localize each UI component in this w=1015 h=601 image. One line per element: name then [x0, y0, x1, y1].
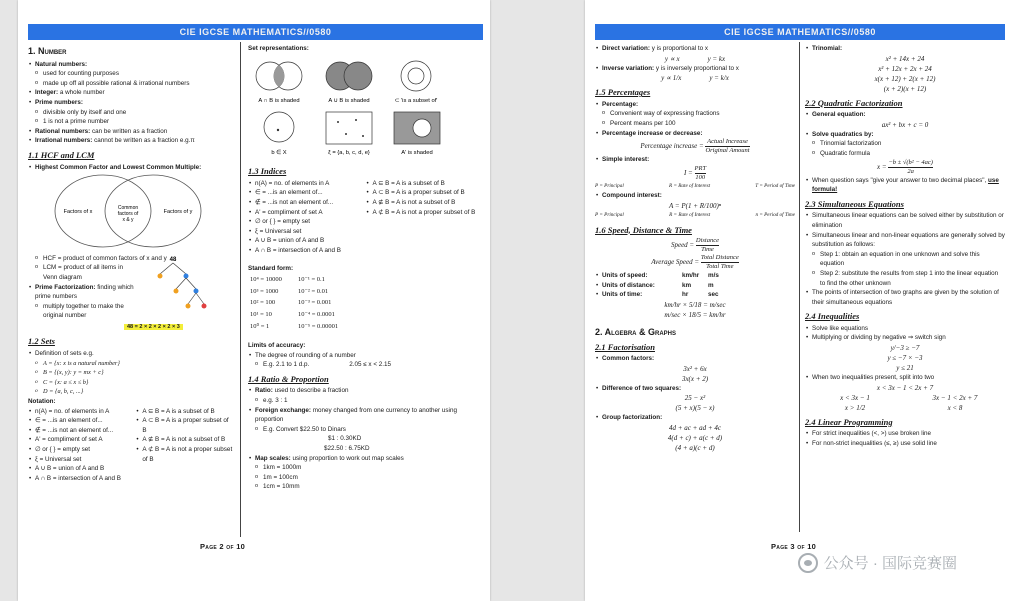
conversion-eq-1: km/hr × 5/18 = m/sec [664, 300, 726, 309]
equation: (4 + a)(c + d) [675, 443, 715, 452]
list-item: • Irrational numbers: cannot be written as a fraction e.g.π [28, 136, 233, 146]
page-footer: Page 2 of 10 [200, 542, 246, 551]
list-item: • Ratio: used to describe a fraction [248, 386, 483, 396]
list-item: o D = {a, b, c, ...} [28, 387, 233, 397]
list-item: • A ⊄ B = A is not a proper subset of B [366, 208, 484, 218]
compound-interest-legend: P = Principal R = Rate of Interest n = Period of Time [595, 211, 795, 218]
list-item: • A' = compliment of set A [28, 435, 135, 445]
list-item: o 1 is not a prime number [28, 117, 233, 127]
equation: x² + 14x + 24 [885, 54, 925, 63]
table-cell: 10⁻³ = 0.001 [297, 299, 332, 307]
list-item: • ∉ = ...is not an element of... [28, 426, 135, 436]
list-item: o LCM = product of all items in Venn diagram [28, 263, 138, 282]
list-item: $22.50 : 6.75KD [324, 445, 370, 453]
list-item: o made up off all possible rational & irrational numbers [28, 79, 233, 89]
section-title-quadratic: 2.2 Quadratic Factorization [805, 97, 903, 108]
list-item: o 1cm = 10mm [248, 482, 483, 492]
list-item: • A ⊆ B = A is a subset of B [135, 407, 233, 417]
conversion-eq-2: m/sec × 18/5 = km/hr [664, 310, 726, 319]
list-item: • Foreign exchange: money changed from one currency to another using proportion [248, 406, 483, 425]
equation: y ≤ 21 [896, 364, 914, 373]
general-equation: ax² + bx + c = 0 [881, 120, 929, 129]
list-item: • Units of distance: km m [595, 281, 795, 291]
list-item: o E.g. 2.1 to 1 d.p. 2.05 ≤ x < 2.15 [248, 360, 483, 370]
list-item: • General equation: [805, 110, 1005, 120]
list-item: • Simple interest: [595, 155, 795, 165]
table-cell: 10⁴ = 10000 [250, 276, 282, 284]
list-item: • A ⊆ B = A is a subset of B [366, 179, 484, 189]
average-speed-eq: Average Speed = $\frac{\text{Total Distance}}{\text{Total Time}}$ [651, 254, 739, 271]
right-page-column-1 [595, 44, 795, 453]
list-item: • Inverse variation: y is inversely proportional to x [595, 64, 795, 74]
left-page-column-2 [248, 44, 483, 492]
section-title-linear-programming: 2.4 Linear Programming [805, 416, 893, 427]
compound-interest-eq: A = P(1 + R/100)ⁿ [669, 201, 721, 210]
list-item: o Percent means per 100 [595, 119, 795, 129]
watermark [798, 552, 957, 573]
equation: 4(d + c) + a(c + d) [667, 433, 723, 442]
list-item: o 1km = 1000m [248, 463, 483, 473]
list-item: • A ⊂ B = A is a proper subset of B [135, 416, 233, 435]
venn-label-middle: Common [117, 205, 139, 212]
list-item: • Definition of sets e.g. [28, 349, 233, 359]
svg-text:factors of: factors of [117, 211, 139, 218]
list-item: o multiply together to make the original number [28, 302, 138, 321]
simple-interest-legend: P = Principal R = Rate of Interest T = Period of Time [595, 182, 795, 189]
equation: y ≤ −7 × −3 [887, 354, 923, 363]
set-representation-diagrams [248, 54, 483, 162]
caption-element: b ∈ X [271, 149, 287, 156]
table-cell: 10⁻² = 0.01 [297, 287, 329, 295]
list-item: • For non-strict inequalities (≤, ≥) use solid line [805, 439, 1005, 449]
equation: 25 − x² [684, 394, 706, 403]
section-title-simultaneous: 2.3 Simultaneous Equations [805, 198, 904, 209]
list-item: o used for counting purposes [28, 69, 233, 79]
page-banner: CIE IGCSE MATHEMATICS//0580 [595, 24, 1005, 40]
document-page-left [18, 0, 490, 601]
set-rep-title: Set representations: [248, 45, 309, 52]
equation: x < 3x − 1 [840, 393, 870, 402]
standard-form-title: Standard form: [248, 264, 294, 272]
svg-text:x & y: x & y [122, 217, 134, 224]
list-item: • ∉ = ...is not an element of... [248, 198, 366, 208]
list-item: • Percentage increase or decrease: [595, 129, 795, 139]
table-cell: 10⁻¹ = 0.1 [297, 276, 325, 284]
list-item: • A ∪ B = union of A and B [28, 464, 135, 474]
list-item: • ∅ or { } = empty set [28, 445, 135, 455]
list-item: • n(A) = no. of elements in A [248, 179, 366, 189]
simple-interest-eq: I = $\frac{\text{PRT}}{100}$ [683, 164, 707, 181]
list-item: o Step 1: obtain an equation in one unknown and solve this equation [805, 250, 1005, 269]
list-item: • Common factors: [595, 354, 795, 364]
list-item: • Direct variation: y is proportional to x [595, 44, 795, 54]
equation: 3x − 1 < 2x + 7 [932, 393, 978, 402]
list-item: • Map scales: using proportion to work out map scales [248, 454, 483, 464]
list-item: • When two inequalities present, split into two [805, 373, 1005, 383]
section-title-indices: 1.3 Indices [248, 166, 287, 177]
units-list [595, 271, 795, 300]
list-item: • Difference of two squares: [595, 384, 795, 394]
accuracy-title: Limits of accuracy: [248, 342, 306, 350]
list-item: • Units of time: hr sec [595, 290, 795, 300]
list-item: • A ⊂ B = A is a proper subset of B [366, 188, 484, 198]
list-item: o HCF = product of common factors of x and y [28, 254, 138, 264]
list-item: • Simultaneous linear and non-linear equations are generally solved by substitution as follows: [805, 231, 1005, 250]
list-item: • ∈ = ...is an element of... [248, 188, 366, 198]
tree-root: 48 [169, 256, 177, 263]
equation: 3x(x + 2) [681, 374, 709, 383]
prime-factor-highlight: 48 = 2 × 2 × 2 × 2 × 3 [124, 324, 183, 330]
list-item: o 1m = 100cm [248, 473, 483, 483]
section-title-factorisation: 2.1 Factorisation [595, 341, 655, 352]
list-item: • Prime numbers: [28, 98, 233, 108]
table-cell: 10⁻⁵ = 0.00001 [297, 322, 339, 330]
equation: 4d + ac + ad + 4c [669, 423, 721, 432]
list-item: • Integer: a whole number [28, 88, 233, 98]
list-item: • Rational numbers: can be written as a fraction [28, 127, 233, 137]
list-item: o B = {(x, y): y = mx + c} [28, 368, 233, 378]
caption-complement: A' is shaded [401, 149, 433, 156]
list-item: • Trinomial: [805, 44, 1005, 54]
list-item: o A = {x: x is a natural number} [28, 359, 233, 369]
list-item: • For strict inequalities (<, >) use broken line [805, 429, 1005, 439]
section-title-percentages: 1.5 Percentages [595, 87, 651, 98]
equation: 3x² + 6x [683, 364, 707, 373]
list-item: • Multiplying or dividing by negative ⇒ switch sign [805, 333, 1005, 343]
list-item: • A ∪ B = union of A and B [248, 236, 366, 246]
quadratic-formula: x = $\frac{\text{−b ± √(b² − 4ac)}}{2a}$ [877, 158, 933, 175]
list-item: • ∅ or { } = empty set [248, 217, 366, 227]
equation: x < 8 [947, 403, 963, 412]
list-item: • Group factorization: [595, 413, 795, 423]
document-page-right [585, 0, 1015, 601]
inverse-variation-eq: y ∝ 1/x y = k/x [661, 74, 729, 83]
list-item: • A ∩ B = intersection of A and B [28, 474, 135, 484]
equation: x² + 12x + 2x + 24 [878, 64, 932, 73]
section-title-number: 1. Number [28, 46, 67, 56]
list-item: • ξ = Universal set [248, 227, 366, 237]
watermark-text: 公众号 · 国际竞赛圈 [823, 555, 957, 572]
left-page-column-1 [28, 44, 233, 483]
list-item: • A ⊈ B = A is not a subset of B [135, 435, 233, 445]
list-item: • The points of intersection of two graphs are given by the solution of their simultaneous equations [805, 288, 1005, 307]
list-item: • A ⊈ B = A is not a subset of B [366, 198, 484, 208]
section-title-speed: 1.6 Speed, Distance & Time [595, 224, 692, 235]
section-title-sets: 1.2 Sets [28, 336, 55, 347]
list-item: • Natural numbers: [28, 60, 233, 70]
table-cell: 10⁰ = 1 [250, 322, 270, 330]
caption-subset: ⊂ 'is a subset of' [394, 97, 438, 104]
list-item: • Percentage: [595, 100, 795, 110]
caption-intersection: A ∩ B is shaded [258, 97, 300, 104]
list-item: o Step 2: substitute the results from step 1 into the linear equation to find the other unknown [805, 269, 1005, 288]
list-item: o Convenient way of expressing fractions [595, 109, 795, 119]
page-banner: CIE IGCSE MATHEMATICS//0580 [28, 24, 483, 40]
percentage-increase-eq: Percentage increase = $\frac{\text{Actual Increase}}{\text{Original Amount}}$ [640, 138, 750, 155]
right-page-column-2 [805, 44, 1005, 448]
wechat-logo-icon [798, 553, 818, 573]
equation: (x + 2)(x + 12) [883, 84, 927, 93]
list-item: • A ⊄ B = A is not a proper subset of B [135, 445, 233, 464]
hcf-venn-diagram [28, 172, 228, 250]
equation: x > 1/2 [844, 403, 866, 412]
section-title-inequalities: 2.4 Inequalities [805, 311, 860, 322]
column-divider [799, 42, 800, 532]
list-item: • Solve like equations [805, 324, 1005, 334]
number-list [28, 60, 233, 146]
page-footer: Page 3 of 10 [771, 542, 817, 551]
table-cell: 10⁻⁴ = 0.0001 [297, 310, 335, 318]
list-item: o Quadratic formula [805, 149, 1005, 159]
equation: (5 + x)(5 − x) [675, 404, 715, 413]
equation: y/−3 ≥ −7 [890, 344, 920, 353]
caption-universal: ξ = {a, b, c, d, e} [328, 149, 370, 156]
table-cell: 10³ = 1000 [250, 287, 279, 295]
speed-eq: Speed = $\frac{\text{Distance}}{\text{Time}}$ [670, 237, 720, 254]
section-title-algebra: 2. Algebra & Graphs [595, 326, 677, 337]
equation: x(x + 12) + 2(x + 12) [874, 74, 936, 83]
table-cell: 10¹ = 10 [250, 310, 272, 318]
venn-label-right: Factors of y [163, 209, 193, 216]
list-item: o Trinomial factorization [805, 139, 1005, 149]
section-title-ratio: 1.4 Ratio & Proportion [248, 373, 329, 384]
list-item: • Prime Factorization: finding which prime numbers [28, 283, 138, 302]
list-item: o C = {x: a ≤ x ≤ b} [28, 378, 233, 388]
list-item: • n(A) = no. of elements in A [28, 407, 135, 417]
list-item: o E.g. Convert $22.50 to Dinars [248, 425, 483, 435]
list-item: • Compound interest: [595, 191, 795, 201]
notation-label: Notation: [28, 398, 56, 406]
list-item: • A' = compliment of set A [248, 208, 366, 218]
column-divider [240, 42, 241, 537]
list-item: $1 : 0.30KD [328, 435, 362, 443]
standard-form-table [248, 273, 354, 333]
equation: x < 3x − 1 < 2x + 7 [876, 383, 934, 392]
list-item: • A ∩ B = intersection of A and B [248, 246, 366, 256]
list-item: • Simultaneous linear equations can be solved either by substitution or elimination [805, 211, 1005, 230]
list-item: • ξ = Universal set [28, 455, 135, 465]
list-item: • The degree of rounding of a number [248, 351, 483, 361]
list-item: • ∈ = ...is an element of... [28, 416, 135, 426]
list-item: • Units of speed: km/hr m/s [595, 271, 795, 281]
list-item: • Solve quadratics by: [805, 130, 1005, 140]
list-item: • Highest Common Factor and Lowest Common Multiple: [28, 163, 233, 173]
direct-variation-eq: y ∝ x y = kx [664, 54, 726, 63]
venn-label-left: Factors of x [63, 209, 93, 216]
table-cell: 10² = 100 [250, 299, 276, 307]
list-item: o divisible only by itself and one [28, 108, 233, 118]
list-item: • When question says "give your answer to two decimal places", use formula! [805, 176, 1005, 195]
caption-union: A ∪ B is shaded [328, 97, 370, 104]
section-title-hcf: 1.1 HCF and LCM [28, 149, 95, 160]
list-item: o e.g. 3 : 1 [248, 396, 483, 406]
